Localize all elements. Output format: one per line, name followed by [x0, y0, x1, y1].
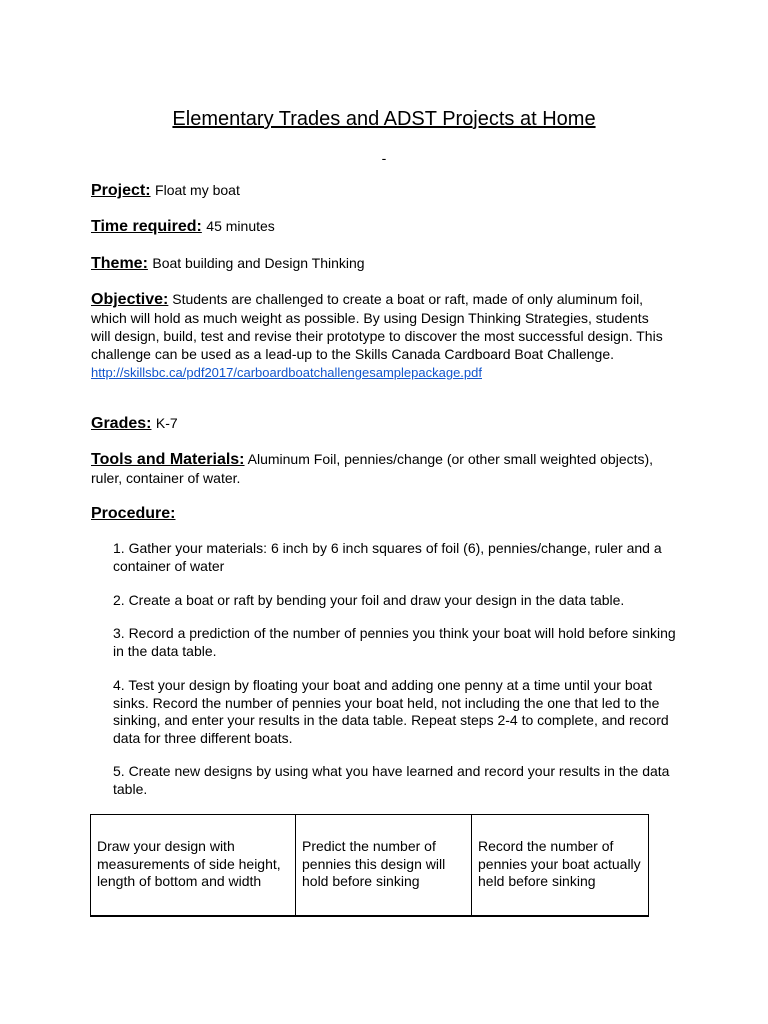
table-row	[91, 815, 649, 917]
procedure-field	[91, 505, 671, 523]
procedure-step: 1. Gather your materials: 6 inch by 6 inch squares of foil (6), pennies/change, ruler and a container of water	[113, 540, 662, 574]
grades-label: Grades:	[91, 415, 152, 432]
page-title: Elementary Trades and ADST Projects at Home	[172, 108, 596, 130]
grades-value: K-7	[155, 415, 178, 431]
time-label: Time required:	[91, 218, 202, 235]
time-field	[91, 217, 671, 236]
time-value: 45 minutes	[206, 218, 275, 234]
procedure-step: 4. Test your design by floating your boat and adding one penny at a time until your boat sinks. Record the number of pennies your boat held, not including the one that led to the sinking, and enter your results in the data table. Repeat steps 2-4 to complete, and record data for three different boats.	[113, 677, 669, 746]
table-header-prediction: Predict the number of pennies this design will hold before sinking	[296, 815, 472, 917]
objective-text: Students are challenged to create a boat or raft, made of only aluminum foil, which will hold as much weight as possible. By using Design Thinking Strategies, students will design, build, test and revise their prototype to discover the most successful design. This challenge can be used as a lead-up to the Skills Canada Cardboard Boat Challenge.	[91, 291, 663, 362]
objective-label: Objective:	[91, 291, 169, 308]
tools-label: Tools and Materials:	[91, 451, 245, 468]
project-label: Project:	[91, 182, 151, 199]
theme-label: Theme:	[91, 255, 148, 272]
tools-value: Aluminum Foil, pennies/change (or other small weighted objects), ruler, container of water.	[91, 451, 654, 486]
data-table	[90, 814, 649, 917]
table-header-design: Draw your design with measurements of side height, length of bottom and width	[91, 815, 296, 917]
objective-field	[91, 290, 671, 382]
skills-canada-link[interactable]: http://skillsbc.ca/pdf2017/carboardboatchallengesamplepackage.pdf	[91, 365, 482, 380]
procedure-step: 5. Create new designs by using what you have learned and record your results in the data table.	[113, 763, 670, 797]
separator: -	[381, 150, 387, 166]
grades-field	[91, 414, 671, 433]
table-header-actual: Record the number of pennies your boat actually held before sinking	[472, 815, 649, 917]
theme-field	[91, 254, 671, 273]
project-value: Float my boat	[155, 182, 240, 198]
procedure-step: 2. Create a boat or raft by bending your foil and draw your design in the data table.	[113, 592, 625, 608]
theme-value: Boat building and Design Thinking	[152, 255, 365, 271]
project-field	[91, 181, 671, 200]
procedure-label: Procedure:	[91, 505, 176, 522]
procedure-step: 3. Record a prediction of the number of pennies you think your boat will hold before sinking in the data table.	[113, 625, 676, 659]
tools-field	[91, 450, 671, 487]
